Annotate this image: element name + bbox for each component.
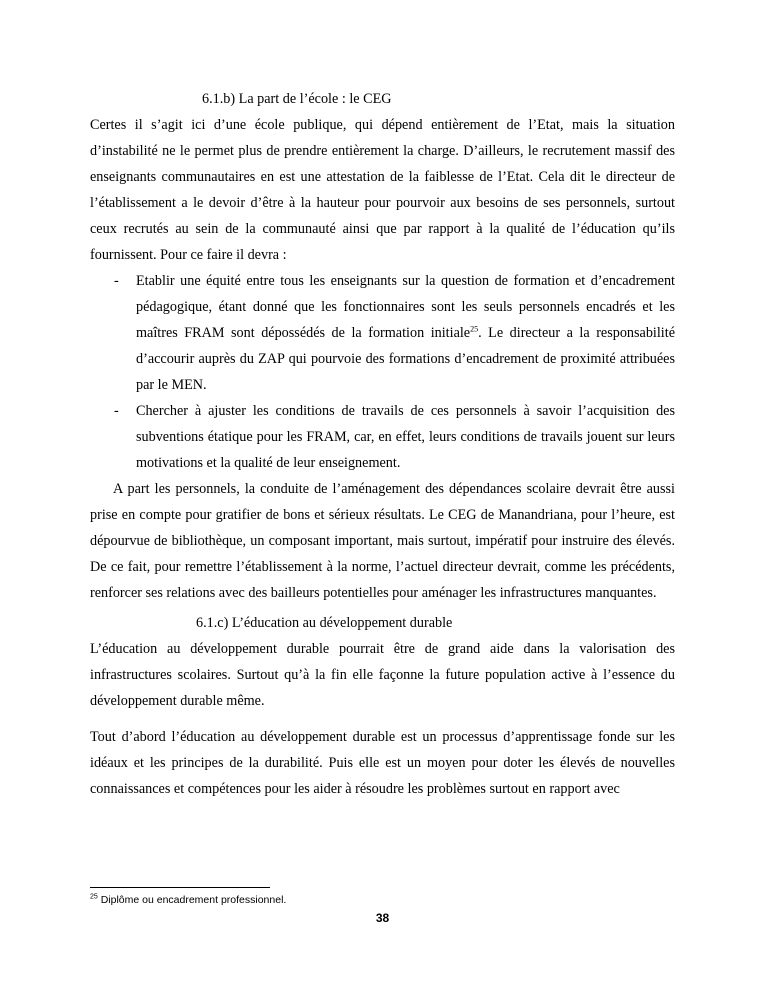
dash-bullet: - [114, 403, 119, 419]
footnote [90, 893, 286, 907]
footnote-reference[interactable]: 25 [470, 324, 479, 334]
dash-bullet: - [114, 273, 119, 289]
list-item-text: Chercher à ajuster les conditions de travails de ces personnels à savoir l’acquisition des subventions étatique pour les FRAM, car, en effet, leurs conditions de travails jouent sur leurs motivations et la qualité de leur enseignement. [136, 403, 675, 471]
section-c-paragraph-2: Tout d’abord l’éducation au développement durable est un processus d’apprentissage fonde sur les idéaux et les principes de la durabilité. Puis elle est un moyen pour doter les élevés de nouvelles connaissances et compétences pour les aider à résoudre les problèmes surtout en rapport avec [90, 729, 675, 797]
list-item-text: Etablir une équité entre tous les enseignants sur la question de formation et d’encadrement pédagogique, étant donné que les fonctionnaires sont les seuls personnels encadrés et les maîtres FRAM sont dépossédés de la formation initiale [136, 273, 675, 341]
page-number: 38 [375, 911, 390, 925]
section-heading-6-1-c: 6.1.c) L’éducation au développement durable [196, 615, 453, 631]
requirements-list [90, 268, 675, 476]
footnote-separator [90, 887, 270, 888]
section-heading-6-1-b: 6.1.b) La part de l’école : le CEG [202, 91, 392, 107]
section-c-paragraph-1: L’éducation au développement durable pourrait être de grand aide dans la valorisation des infrastructures scolaires. Surtout qu’à la fin elle façonne la future population active à l’essence du développement durable même. [90, 641, 675, 709]
footnote-number: 25 [90, 893, 98, 901]
section-b-intro-paragraph: Certes il s’agit ici d’une école publique, qui dépend entièrement de l’Etat, mais la situation d’instabilité ne le permet plus de prendre entièrement la charge. D’ailleurs, le recrutement massif des enseignants communautaires en est une attestation de la faiblesse de l’Etat. Cela dit le directeur de l’établissement a le devoir d’être à la hauteur pour pourvoir aux besoins de ses personnels, surtout ceux recrutés au sein de la communauté ainsi que par rapport à la qualité de l’éducation qu’ils fournissent. Pour ce faire il devra : [90, 117, 675, 263]
page-content [90, 86, 675, 802]
list-item-text-continued: . Le directeur a la responsabilité d’accourir auprès du ZAP qui pourvoie des formations d’encadrement de proximité attribuées par le MEN. [136, 325, 675, 393]
list-item [114, 398, 675, 476]
section-b-conclusion-paragraph: A part les personnels, la conduite de l’aménagement des dépendances scolaire devrait être aussi prise en compte pour gratifier de bons et sérieux résultats. Le CEG de Manandriana, pour l’heure, est dépourvue de bibliothèque, un composant important, mais surtout, impératif pour instruire des élevés. De ce fait, pour remettre l’établissement à la norme, l’actuel directeur devrait, comme les précédents, renforcer ses relations avec des bailleurs potentielles pour aménager les infrastructures manquantes. [90, 481, 675, 601]
list-item [114, 268, 675, 398]
footnote-text: Diplôme ou encadrement professionnel. [97, 894, 287, 906]
